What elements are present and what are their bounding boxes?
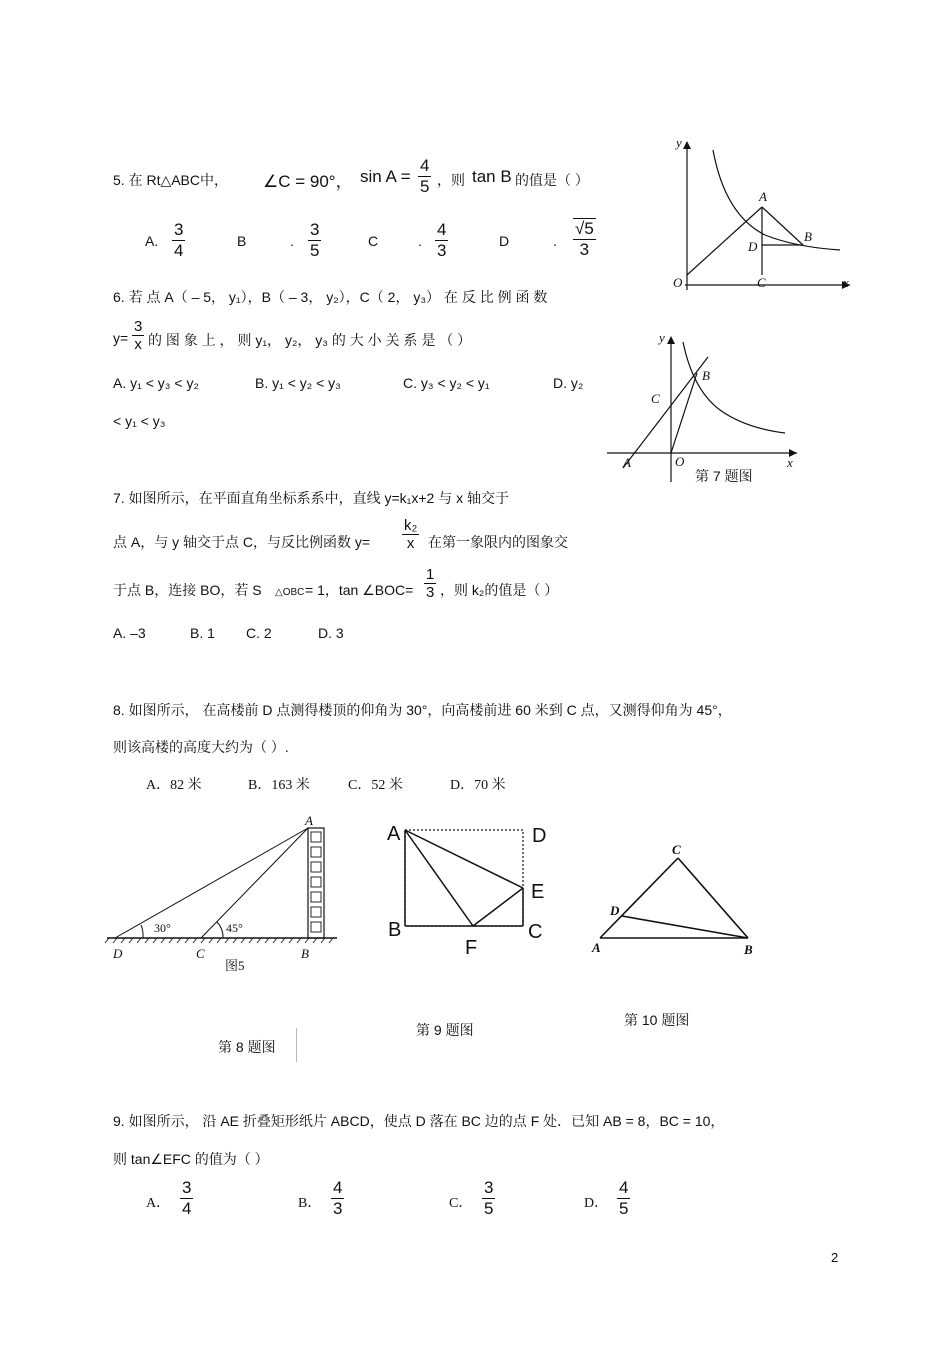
q9-figure-caption: 第 9 题图 (416, 1022, 474, 1038)
q9-option-b-label: B． (298, 1196, 322, 1211)
q9-line1: 9. 如图所示， 沿 AE 折叠矩形纸片 ABCD，使点 D 落在 BC 边的点 F 处．已知 AB = 8，BC = 10， (113, 1113, 725, 1129)
q6-line2-post: 的 图 象 上 ， 则 y₁， y₂， y₃ 的 大 小 关 系 是 （ ） (148, 332, 472, 348)
q5-option-c-label: C (368, 233, 379, 249)
q9-option-d-fraction: $\frac{4}{5}$ (619, 1178, 629, 1218)
q8-fig-label-a: A (305, 813, 313, 828)
q7-tan-fraction: $\frac{1}{3}$ (426, 566, 435, 602)
q9-fig-label-a: A (387, 823, 401, 845)
q5-option-d-dot: . (553, 233, 557, 249)
q6-line1: 6. 若 点 A（ – 5， y₁），B（ – 3， y₂），C（ 2， y₃） 在 反 比 例 函 数 (113, 289, 548, 305)
q10-fig-label-c: C (672, 842, 681, 857)
q9-fig-label-f: F (465, 937, 478, 959)
q8-option-c: C．52 米 (348, 778, 403, 793)
q8-option-b: B．163 米 (248, 778, 310, 793)
q7-fig-label-x: x (787, 455, 793, 470)
q5-option-d-fraction: $\frac{√5}{3}$ (575, 219, 594, 259)
q5-option-c-fraction: $\frac{4}{3}$ (437, 220, 447, 260)
q7-line2-pre: 点 A，与 y 轴交于点 C，与反比例函数 y= (113, 534, 371, 550)
q8-option-a: A．82 米 (146, 778, 202, 793)
q5-fig-label-c: C (757, 275, 766, 290)
q9-option-c-fraction: $\frac{3}{5}$ (484, 1178, 494, 1218)
q7-option-b: B. 1 (190, 625, 215, 641)
q7-option-c: C. 2 (246, 625, 272, 641)
q7-line2-post: 在第一象限内的图象交 (428, 534, 568, 550)
q9-fig-label-e: E (531, 881, 545, 903)
q5-stem-e: tan B (472, 167, 512, 186)
q10-fig-label-d: D (610, 903, 620, 918)
q7-line3-post: ，则 k₂的值是（ ） (440, 582, 559, 598)
q9-fig-label-b: B (388, 919, 402, 941)
q7-line3-mid: = 1，tan ∠BOC= (305, 582, 414, 598)
q5-fig-label-d: D (748, 239, 758, 254)
q8-line1: 8. 如图所示， 在高楼前 D 点测得楼顶的仰角为 30°，向高楼前进 60 米到 C 点，又测得仰角为 45°， (113, 702, 732, 718)
q5-stem-b: ∠C = 90°， (263, 172, 353, 191)
q8-line2: 则该高楼的高度大约为（ ）. (113, 739, 289, 755)
q7-k2-fraction: $\frac{\text{k₂}}{x}$ (404, 517, 418, 553)
q6-option-b: B. y₁ < y₂ < y₃ (255, 375, 341, 391)
q9-fig-label-c: C (528, 921, 543, 943)
q5-fig-label-a: A (759, 189, 767, 204)
q10-fig-label-b: B (744, 942, 753, 957)
q7-fig-label-y: y (659, 330, 665, 345)
q5-option-a-label: A. (145, 233, 159, 249)
q8-option-d: D．70 米 (450, 778, 506, 793)
caption-divider (296, 1028, 297, 1062)
q9-option-a-label: A． (146, 1196, 171, 1211)
q9-fig-label-d: D (532, 825, 547, 847)
q8-fig-label-d: D (113, 946, 123, 961)
q6-fraction: $\frac{3}{x}$ (134, 318, 143, 354)
q5-option-b-dot: . (290, 233, 294, 249)
q7-area-subscript: △OBC (275, 587, 305, 598)
q7-option-a: A. –3 (113, 625, 146, 641)
q10-fig-label-a: A (592, 940, 601, 955)
q5-option-a-fraction: $\frac{3}{4}$ (174, 220, 184, 260)
q8-figure (105, 812, 340, 977)
q5-option-c-dot: . (418, 233, 422, 249)
q9-option-c-label: C． (449, 1196, 473, 1211)
q6-line2-pre: y= (113, 330, 129, 346)
q6-option-d-cont: < y₁ < y₃ (113, 413, 166, 429)
q7-option-d: D. 3 (318, 625, 344, 641)
q10-figure-caption: 第 10 题图 (624, 1012, 690, 1028)
q5-fig-label-o: O (673, 275, 683, 290)
q5-fig-label-y: y (676, 135, 682, 150)
q9-option-d-label: D． (584, 1196, 609, 1211)
q7-fig-label-a: A (623, 455, 631, 470)
q9-figure (385, 818, 555, 963)
q8-figure-caption: 第 8 题图 (218, 1039, 276, 1055)
page-number: 2 (831, 1250, 839, 1265)
q9-option-a-fraction: $\frac{3}{4}$ (182, 1178, 192, 1218)
q9-option-b-fraction: $\frac{4}{3}$ (333, 1178, 343, 1218)
q5-fig-label-x: x (843, 275, 849, 290)
q6-option-d: D. y₂ (553, 375, 584, 391)
q5-option-d-label: D (499, 233, 510, 249)
q8-fig-label-30: 30° (154, 921, 171, 935)
q7-line1: 7. 如图所示，在平面直角坐标系系中，直线 y=k₁x+2 与 x 轴交于 (113, 490, 509, 506)
q5-stem-c: sin A = (360, 167, 411, 186)
q8-fig-label-45: 45° (226, 921, 243, 935)
q6-option-a: A. y₁ < y₃ < y₂ (113, 375, 199, 391)
q7-line3-pre: 于点 B，连接 BO，若 S (113, 582, 262, 598)
q5-fig-label-b: B (804, 229, 812, 244)
q9-line2: 则 tan∠EFC 的值为（ ） (113, 1151, 269, 1167)
q7-fig-label-c: C (651, 391, 660, 406)
q5-stem-f: 的值是（ ） (515, 172, 589, 188)
q8-fig-label-b: B (301, 946, 309, 961)
q8-fig-inner-caption: 图5 (225, 958, 245, 973)
q5-option-b-fraction: $\frac{3}{5}$ (310, 220, 320, 260)
q7-fig-label-o: O (675, 454, 685, 469)
q6-option-c: C. y₃ < y₂ < y₁ (403, 375, 490, 391)
q7-figure (605, 330, 800, 485)
q5-option-b-label: B (237, 233, 247, 249)
q7-fig-label-b: B (702, 368, 710, 383)
q5-figure (665, 135, 855, 295)
q5-stem-a: 5. 在 Rt△ABC中， (113, 172, 229, 188)
q5-stem-d: ，则 (437, 172, 465, 188)
q10-figure (588, 840, 763, 965)
q5-sina-fraction: $\frac{4}{5}$ (420, 156, 430, 196)
q8-fig-label-c: C (196, 946, 205, 961)
q7-figure-caption: 第 7 题图 (695, 468, 753, 484)
